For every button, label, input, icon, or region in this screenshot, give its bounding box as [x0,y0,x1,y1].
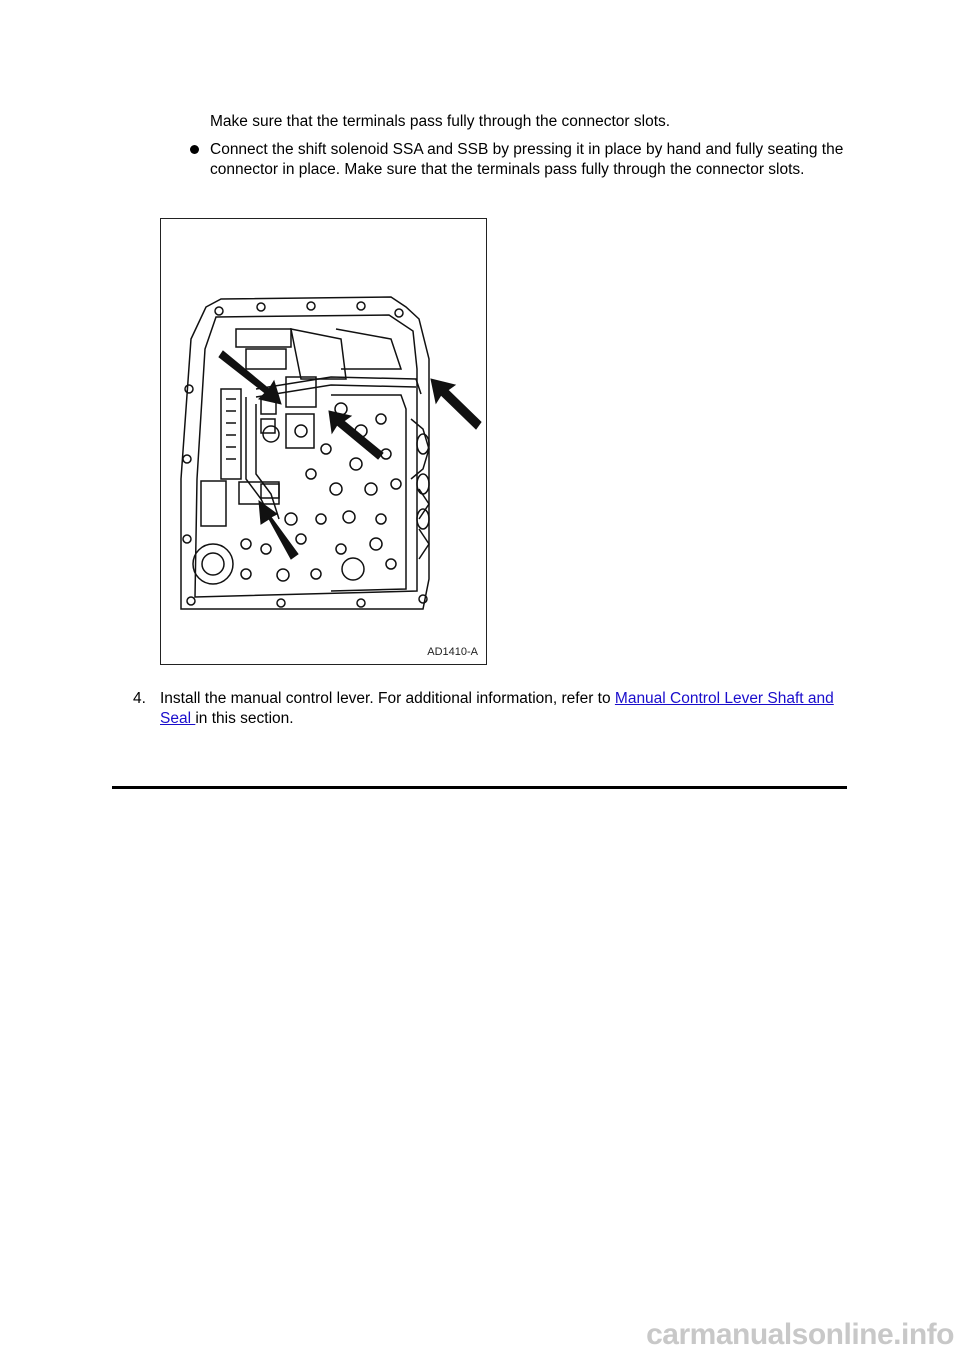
section-divider [112,786,847,789]
watermark [0,1312,960,1352]
bullet-text: Connect the shift solenoid SSA and SSB by pressing it in place by hand and fully seating the connector in place. Make sure that the terminals pass fully through the connector slots. [210,141,844,178]
bullet-icon [190,145,199,154]
step-text [160,689,850,729]
valve-body-drawing [161,219,486,664]
valve-body-illustration [160,218,487,665]
manual-control-lever-link[interactable]: Manual Control Lever Shaft and Seal [160,690,834,727]
step-text-before: Install the manual control lever. For additional information, refer to [160,690,615,707]
watermark-text: carmanualsonline.info [646,1318,954,1351]
continuation-paragraph: Make sure that the terminals pass fully through the connector slots. [210,113,671,130]
step-text-after: in this section. [195,710,294,727]
step-number: 4. [133,690,146,707]
figure-id-label: AD1410-A [427,646,478,658]
